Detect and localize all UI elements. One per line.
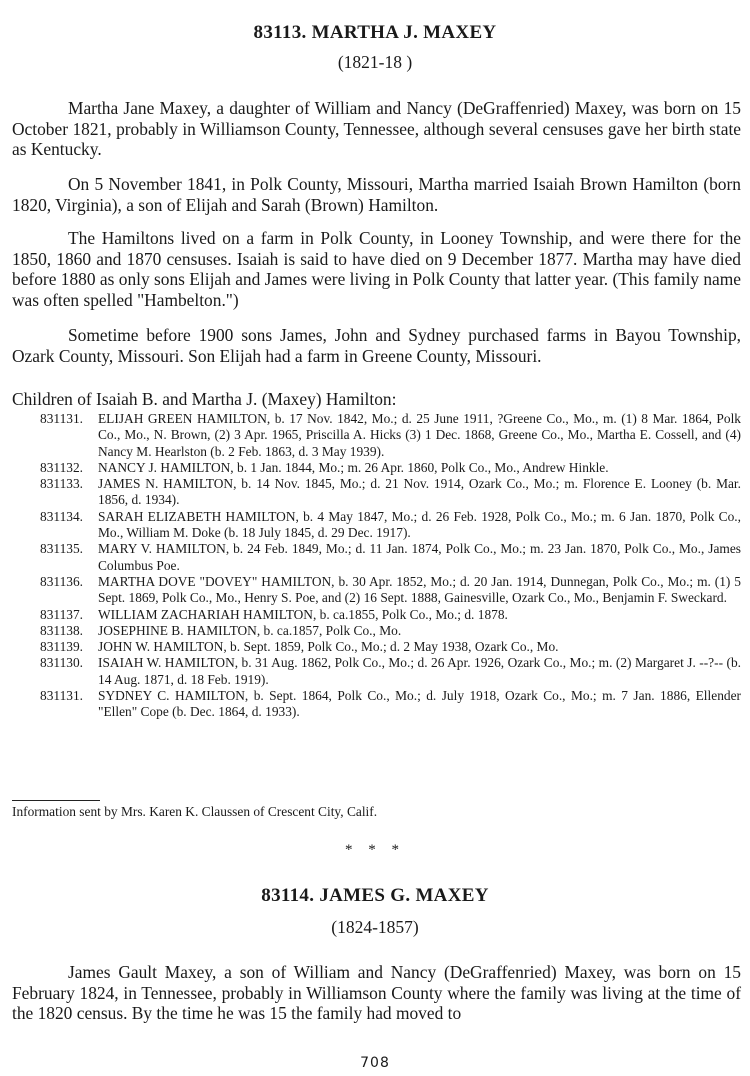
- paragraph-marriage: On 5 November 1841, in Polk County, Missouri, Martha married Isaiah Brown Hamilton (born 1820, Virginia), a son of Elijah and Sarah (Brown) Hamilton.: [12, 174, 741, 215]
- paragraph-james-birth: James Gault Maxey, a son of William and Nancy (DeGraffenried) Maxey, was born on 15 February 1824, in Tennessee, probably in Williamson County where the family was living at the time of the 1820 census. By the time he was 15 the family had moved to: [12, 962, 741, 1023]
- list-item: [40, 411, 741, 460]
- child-number: 831133.: [40, 476, 84, 492]
- section-dates-martha: (1821-18 ): [337, 52, 413, 72]
- section-title-martha: 83113. MARTHA J. MAXEY: [253, 22, 497, 43]
- children-list: [40, 411, 741, 721]
- list-item: [40, 623, 741, 639]
- child-entry: JOHN W. HAMILTON, b. Sept. 1859, Polk Co., Mo.; d. 2 May 1938, Ozark Co., Mo.: [98, 639, 559, 655]
- list-item: [40, 541, 741, 574]
- child-entry: MARY V. HAMILTON, b. 24 Feb. 1849, Mo.; d. 11 Jan. 1874, Polk Co., Mo.; m. 23 Jan. 1870, Polk Co., Mo., James Columbus Poe.: [98, 541, 741, 573]
- list-item: [40, 688, 741, 721]
- child-number: 831136.: [40, 573, 84, 589]
- child-number: 831131.: [40, 411, 84, 426]
- child-entry: JOSEPHINE B. HAMILTON, b. ca.1857, Polk Co., Mo.: [98, 622, 402, 638]
- child-entry: SARAH ELIZABETH HAMILTON, b. 4 May 1847, Mo.; d. 26 Feb. 1928, Polk Co., Mo.; m. 6 Jan. 1870, Polk Co., Mo., William M. Doke (b. 18 July 1845, d. 29 Dec. 1917).: [98, 508, 741, 541]
- section-separator: * * *: [345, 842, 405, 858]
- child-number: 831138.: [40, 622, 84, 638]
- children-intro: Children of Isaiah B. and Martha J. (Maxey) Hamilton:: [12, 389, 397, 409]
- list-item: [40, 509, 741, 542]
- list-item: [40, 655, 741, 688]
- child-number: 831135.: [40, 541, 84, 557]
- child-entry: ELIJAH GREEN HAMILTON, b. 17 Nov. 1842, Mo.; d. 25 June 1911, ?Greene Co., Mo., m. (1) 8 Mar. 1864, Polk Co., Mo., N. Brown, (2) 3 Apr. 1965, Priscilla A. Hicks (3) 1 Dec. 1868, Greene Co., Mo., Martha E. Cossell, and (4) Nancy M. Hearlston (b. 2 Feb. 1863, d. 3 May 1939).: [98, 411, 741, 459]
- paragraph-residence: The Hamiltons lived on a farm in Polk County, in Looney Township, and were there for the 1850, 1860 and 1870 censuses. Isaiah is said to have died on 9 December 1877. Martha may have died before 1880 as only sons Elijah and James were living in Polk County that latter year. (This family name was often spelled "Hambelton."): [12, 228, 741, 310]
- paragraph-farms: Sometime before 1900 sons James, John and Sydney purchased farms in Bayou Township, Ozark County, Missouri. Son Elijah had a farm in Greene County, Missouri.: [12, 325, 741, 366]
- list-item: [40, 607, 741, 623]
- child-entry: ISAIAH W. HAMILTON, b. 31 Aug. 1862, Polk Co., Mo.; d. 26 Apr. 1926, Ozark Co., Mo.; m. (2) Margaret J. --?-- (b. 14 Aug. 1871, d. 18 Feb. 1919).: [98, 655, 741, 687]
- footnote-divider: [12, 800, 100, 801]
- child-number: 831134.: [40, 508, 84, 524]
- child-number: 831132.: [40, 459, 84, 475]
- paragraph-birth: Martha Jane Maxey, a daughter of William and Nancy (DeGraffenried) Maxey, was born on 15 October 1821, probably in Williamson County, Tennessee, although several censuses gave her birth state as Kentucky.: [12, 98, 741, 159]
- child-entry: WILLIAM ZACHARIAH HAMILTON, b. ca.1855, Polk Co., Mo.; d. 1878.: [98, 606, 508, 622]
- list-item: [40, 476, 741, 509]
- child-entry: NANCY J. HAMILTON, b. 1 Jan. 1844, Mo.; m. 26 Apr. 1860, Polk Co., Mo., Andrew Hinkle.: [98, 459, 609, 475]
- section-dates-james: (1824-1857): [331, 917, 419, 937]
- page-number: 708: [360, 1055, 390, 1071]
- child-number: 831137.: [40, 606, 84, 622]
- source-note: Information sent by Mrs. Karen K. Claussen of Crescent City, Calif.: [12, 804, 378, 819]
- list-item: [40, 460, 741, 476]
- list-item: [40, 574, 741, 607]
- child-entry: JAMES N. HAMILTON, b. 14 Nov. 1845, Mo.; d. 21 Nov. 1914, Ozark Co., Mo.; m. Florence E. Looney (b. Mar. 1856, d. 1934).: [98, 476, 741, 508]
- section-title-james: 83114. JAMES G. MAXEY: [261, 885, 489, 906]
- child-entry: SYDNEY C. HAMILTON, b. Sept. 1864, Polk Co., Mo.; d. July 1918, Ozark Co., Mo.; m. 7 Jan. 1886, Ellender "Ellen" Cope (b. Dec. 1864, d. 1933).: [98, 688, 741, 720]
- child-entry: MARTHA DOVE "DOVEY" HAMILTON, b. 30 Apr. 1852, Mo.; d. 20 Jan. 1914, Dunnegan, Polk Co., Mo.; m. (1) 5 Sept. 1869, Polk Co., Mo., Henry S. Poe, and (2) 16 Sept. 1888, Gainesville, Ozark Co., Mo., Benjamin F. Sweckard.: [98, 573, 741, 606]
- child-number: 831131.: [40, 688, 84, 704]
- child-number: 831130.: [40, 655, 84, 671]
- child-number: 831139.: [40, 639, 84, 655]
- list-item: [40, 639, 741, 655]
